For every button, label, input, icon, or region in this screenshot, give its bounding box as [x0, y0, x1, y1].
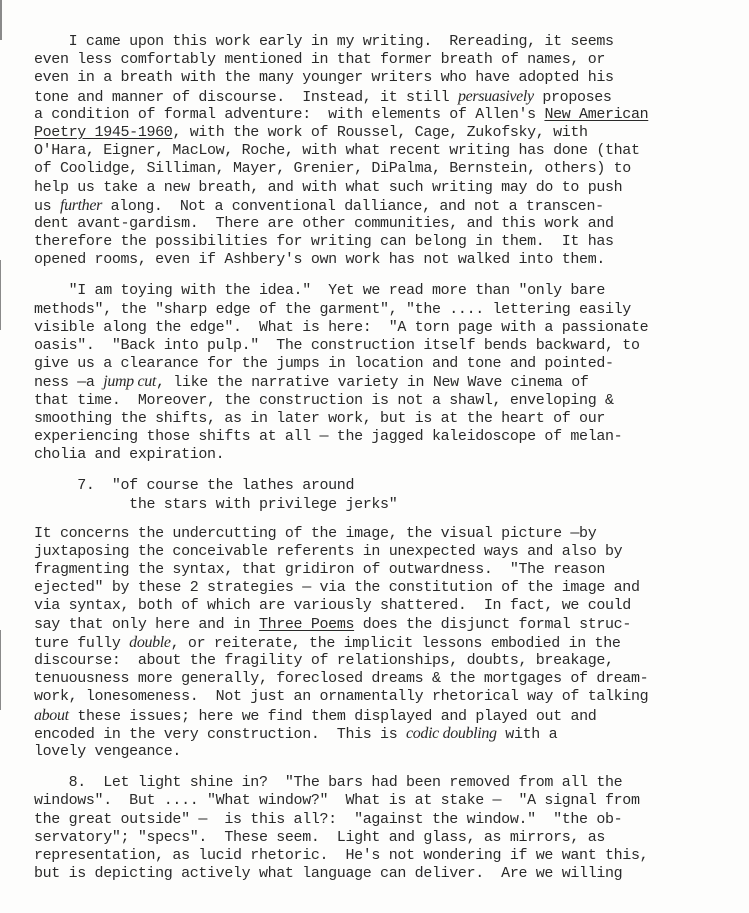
- underlined-title: New American: [544, 105, 649, 123]
- text-segment: lovely vengeance.: [34, 742, 182, 760]
- italic-text: further: [59, 196, 102, 214]
- text-segment: experiencing those shifts at all — the jagged kaleidoscope of melan-: [34, 427, 623, 445]
- text-line: [34, 233, 739, 251]
- text-line: [34, 792, 739, 810]
- text-segment: cholia and expiration.: [34, 446, 225, 464]
- text-segment: It concerns the undercutting of the image, the visual picture —by: [34, 524, 597, 542]
- text-line: [34, 579, 739, 597]
- underlined-title: Three Poems: [258, 615, 355, 633]
- text-line: [34, 634, 739, 652]
- text-line: [34, 142, 739, 160]
- text-segment: with a: [496, 725, 558, 743]
- text-line: [34, 337, 739, 355]
- text-segment: the great outside" — is this all?: "against the window." "the ob-: [34, 810, 623, 828]
- text-segment: discourse: about the fragility of relationships, doubts, breakage,: [34, 652, 614, 669]
- underlined-title: Poetry 1945-1960: [34, 123, 173, 141]
- text-line: [34, 652, 739, 670]
- text-line: [34, 525, 739, 543]
- text-segment: , with the work of Roussel, Cage, Zukofsky, with: [172, 123, 588, 141]
- text-segment: give us a clearance for the jumps in location and tone and pointed-: [34, 355, 614, 373]
- text-segment: that time. Moreover, the construction is not a shawl, enveloping &: [34, 391, 614, 409]
- text-segment: therefore the possibilities for writing can belong in them. It has: [34, 233, 614, 251]
- text-line: [34, 282, 739, 300]
- text-segment: smoothing the shifts, as in later work, but is at the heart of our: [34, 409, 605, 427]
- text-segment: along. Not a conventional dalliance, and not a transcen-: [101, 197, 604, 215]
- paragraph-p2: [34, 282, 739, 464]
- text-segment: ness —a: [34, 374, 104, 392]
- paragraph-p4: [34, 525, 739, 761]
- italic-text: persuasively: [457, 87, 534, 105]
- text-line: [34, 215, 739, 233]
- text-line: [34, 561, 739, 579]
- text-segment: these issues; here we find them displayed and played out and: [68, 707, 597, 725]
- text-segment: methods", the "sharp edge of the garment", "the .... lettering easily: [34, 300, 631, 318]
- text-segment: windows". But .... "What window?" What is at stake — "A signal from: [34, 792, 640, 810]
- text-line: [34, 543, 739, 561]
- scan-edge-mark-middle: [0, 260, 1, 330]
- text-segment: encoded in the very construction. This is: [34, 725, 407, 743]
- text-segment: but is depicting actively what language can deliver. Are we willing: [34, 865, 623, 883]
- text-segment: the stars with privilege jerks": [34, 495, 398, 513]
- text-segment: servatory"; "specs". These seem. Light and glass, as mirrors, as: [34, 828, 605, 846]
- text-line: [34, 88, 739, 106]
- text-line: [34, 355, 739, 373]
- text-segment: even less comfortably mentioned in that former breath of names, or: [34, 51, 605, 69]
- text-line: [34, 477, 739, 495]
- text-line: [34, 743, 739, 761]
- text-segment: "I am toying with the idea." Yet we read more than "only bare: [34, 282, 605, 300]
- text-line: [34, 496, 739, 514]
- scan-edge-mark-lower: [0, 630, 1, 710]
- text-segment: , like the narrative variety in New Wave cinema of: [155, 374, 589, 392]
- text-line: [34, 373, 739, 391]
- text-line: [34, 124, 739, 142]
- text-segment: oasis". "Back into pulp." The construction itself bends backward, to: [34, 337, 640, 354]
- scan-edge-mark-top: [0, 0, 2, 40]
- text-segment: does the disjunct formal struc-: [354, 615, 631, 633]
- italic-text: double: [129, 633, 171, 651]
- text-segment: help us take a new breath, and with what such writing may do to push: [34, 178, 623, 196]
- text-segment: , or reiterate, the implicit lessons embodied in the: [170, 634, 621, 652]
- text-line: [34, 33, 739, 51]
- text-segment: ejected" by these 2 strategies — via the constitution of the image and: [34, 579, 640, 597]
- text-segment: us: [34, 197, 60, 215]
- text-line: [34, 446, 739, 464]
- text-line: [34, 410, 739, 428]
- text-line: [34, 597, 739, 615]
- text-line: [34, 725, 739, 743]
- text-line: [34, 707, 739, 725]
- paragraph-p1: [34, 33, 739, 269]
- text-segment: ture fully: [34, 634, 130, 652]
- text-line: [34, 251, 739, 269]
- text-segment: representation, as lucid rhetoric. He's not wondering if we want this,: [34, 846, 649, 864]
- text-segment: juxtaposing the conceivable referents in unexpected ways and also by: [34, 542, 623, 560]
- text-line: [34, 160, 739, 178]
- text-segment: proposes: [533, 88, 612, 106]
- text-line: [34, 774, 739, 792]
- text-line: [34, 69, 739, 87]
- text-segment: of Coolidge, Silliman, Mayer, Grenier, DiPalma, Bernstein, others) to: [34, 160, 631, 178]
- text-line: [34, 688, 739, 706]
- text-segment: visible along the edge". What is here: "A torn page with a passionate: [34, 318, 649, 336]
- text-line: [34, 319, 739, 337]
- text-segment: say that only here and in: [34, 615, 259, 633]
- text-segment: tone and manner of discourse. Instead, it still: [34, 88, 458, 106]
- text-segment: I came upon this work early in my writing. Rereading, it seems: [34, 33, 614, 50]
- text-line: [34, 51, 739, 69]
- italic-text: codic doubling: [406, 724, 497, 742]
- text-segment: fragmenting the syntax, that gridiron of outwardness. "The reason: [34, 561, 605, 579]
- text-segment: opened rooms, even if Ashbery's own work has not walked into them.: [34, 251, 605, 269]
- paragraph-p5: [34, 774, 739, 883]
- text-line: [34, 829, 739, 847]
- text-segment: work, lonesomeness. Not just an ornamentally rhetorical way of talking: [34, 688, 649, 706]
- text-segment: O'Hara, Eigner, MacLow, Roche, with what recent writing has done (that: [34, 142, 640, 160]
- document-page: [34, 33, 739, 896]
- text-segment: 7. "of course the lathes around: [34, 477, 355, 495]
- text-segment: even in a breath with the many younger writers who have adopted his: [34, 69, 614, 87]
- text-line: [34, 179, 739, 197]
- text-line: [34, 428, 739, 446]
- text-segment: via syntax, both of which are variously shattered. In fact, we could: [34, 597, 631, 615]
- italic-text: jump cut: [103, 373, 156, 391]
- text-segment: dent avant-gardism. There are other communities, and this work and: [34, 214, 614, 232]
- text-line: [34, 811, 739, 829]
- text-line: [34, 301, 739, 319]
- text-line: [34, 197, 739, 215]
- text-segment: a condition of formal adventure: with elements of Allen's: [34, 105, 545, 123]
- text-segment: tenuousness more generally, foreclosed dreams & the mortgages of dream-: [34, 670, 649, 688]
- text-line: [34, 865, 739, 883]
- text-line: [34, 616, 739, 634]
- text-line: [34, 106, 739, 124]
- text-line: [34, 847, 739, 865]
- text-segment: 8. Let light shine in? "The bars had been removed from all the: [34, 774, 623, 792]
- italic-text: about: [34, 706, 69, 724]
- paragraph-p3: [34, 477, 739, 513]
- text-line: [34, 670, 739, 688]
- text-line: [34, 392, 739, 410]
